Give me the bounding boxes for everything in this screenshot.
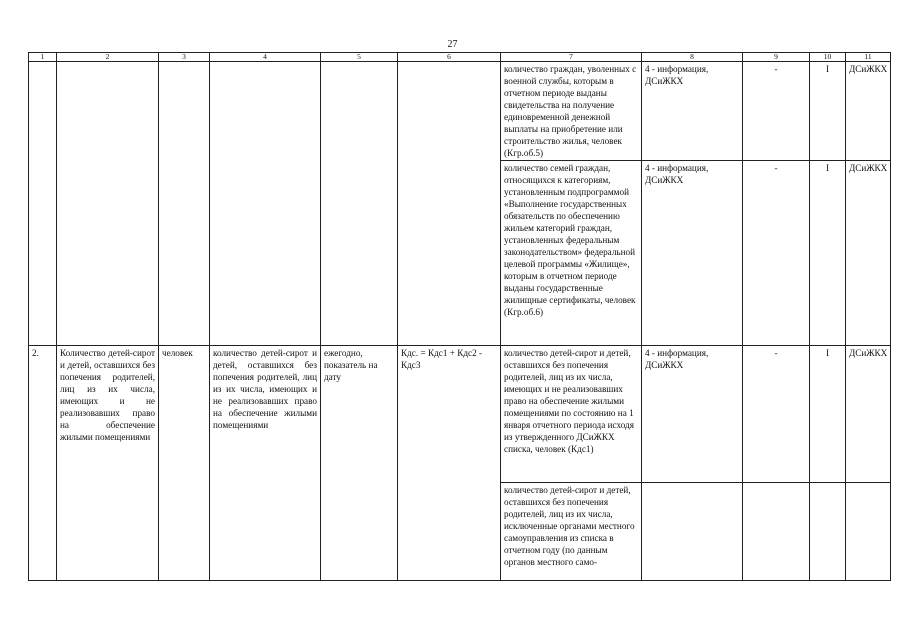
cell-component-description: количество детей-сирот и детей, оставшихся без попечения родителей, лиц из их числа, имеющих и не реализовавших право на обеспечение жилыми помещениями по состоянию на 1 января отчетного периода исходя из утвержденного ДСиЖКХ списка, человек (Кдс1) xyxy=(501,346,642,483)
col-header: 3 xyxy=(159,53,210,62)
col-header: 10 xyxy=(810,53,846,62)
col-header: 11 xyxy=(846,53,891,62)
cell-col10: I xyxy=(810,161,846,346)
cell-component-description: количество граждан, уволенных с военной службы, которым в отчетном периоде выданы свидетельства на получение единовременной денежной выплаты на приобретение или строительство жилья, человек (Кгр.об.5) xyxy=(501,62,642,161)
cell-empty xyxy=(398,62,501,346)
col-header: 6 xyxy=(398,53,501,62)
col-header: 5 xyxy=(321,53,398,62)
indicator-table xyxy=(28,52,891,581)
table-row xyxy=(29,62,891,161)
cell-col9: - xyxy=(743,161,810,346)
cell-empty xyxy=(159,62,210,346)
cell-responsible: ДСиЖКХ xyxy=(846,346,891,483)
cell-data-source: 4 - информация, ДСиЖКХ xyxy=(642,346,743,483)
cell-col10: I xyxy=(810,346,846,483)
table-row xyxy=(29,346,891,483)
cell-component-description: количество семей граждан, относящихся к категориям, установленным подпрограммой «Выполнение государственных обязательств по обеспечению жильем категорий граждан, установленных федеральным законодательством» федеральной целевой программы «Жилище», которым в отчетном периоде выданы государственные жилищные сертификаты, человек (Кгр.об.6) xyxy=(501,161,642,346)
cell-data-source: 4 - информация, ДСиЖКХ xyxy=(642,161,743,346)
cell-responsible xyxy=(846,483,891,581)
cell-data-source xyxy=(642,483,743,581)
cell-col9: - xyxy=(743,62,810,161)
cell-formula: Кдс. = Кдс1 + Кдс2 - Кдс3 xyxy=(398,346,501,581)
cell-component-description: количество детей-сирот и детей, оставшихся без попечения родителей, лиц из их числа, исключенные органами местного самоуправления из списка в отчетном году (по данным органов местного само- xyxy=(501,483,642,581)
cell-empty xyxy=(29,62,57,346)
cell-unit: человек xyxy=(159,346,210,581)
col-header: 8 xyxy=(642,53,743,62)
col-header: 4 xyxy=(210,53,321,62)
col-header: 2 xyxy=(57,53,159,62)
cell-responsible: ДСиЖКХ xyxy=(846,161,891,346)
cell-row-number: 2. xyxy=(29,346,57,581)
cell-responsible: ДСиЖКХ xyxy=(846,62,891,161)
cell-indicator-definition: количество детей-сирот и детей, оставшихся без попечения родителей, лиц из их числа, имеющих и не реализовавших право на обеспечение жилыми помещениями xyxy=(210,346,321,581)
cell-data-source: 4 - информация, ДСиЖКХ xyxy=(642,62,743,161)
cell-col9 xyxy=(743,483,810,581)
cell-empty xyxy=(321,62,398,346)
cell-empty xyxy=(57,62,159,346)
column-number-row xyxy=(29,53,891,62)
cell-col9: - xyxy=(743,346,810,483)
col-header: 1 xyxy=(29,53,57,62)
col-header: 9 xyxy=(743,53,810,62)
cell-empty xyxy=(210,62,321,346)
page-number: 27 xyxy=(447,39,458,50)
cell-col10: I xyxy=(810,62,846,161)
cell-indicator-name: Количество детей-сирот и детей, оставшихся без попечения родителей, лиц из их числа, имеющих и не реализовавших право на обеспечение жилыми помещениями xyxy=(57,346,159,581)
cell-col10 xyxy=(810,483,846,581)
cell-periodicity: ежегодно, показатель на дату xyxy=(321,346,398,581)
col-header: 7 xyxy=(501,53,642,62)
